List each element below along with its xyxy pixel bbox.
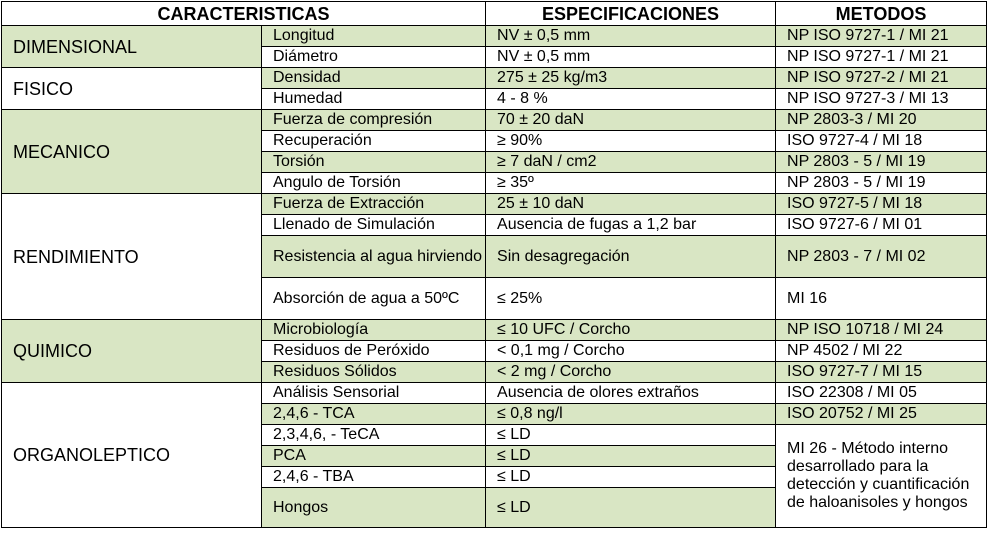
method-cell: ISO 20752 / MI 25 bbox=[776, 404, 987, 425]
property-cell: 2,3,4,6, - TeCA bbox=[262, 425, 486, 446]
spec-cell: ≤ 0,8 ng/l bbox=[486, 404, 776, 425]
method-cell: NP 2803 - 7 / MI 02 bbox=[776, 236, 987, 278]
table-row bbox=[2, 194, 987, 215]
property-cell: 2,4,6 - TCA bbox=[262, 404, 486, 425]
category-cell: QUIMICO bbox=[2, 320, 262, 383]
spec-cell: 4 - 8 % bbox=[486, 89, 776, 110]
property-cell: Microbiología bbox=[262, 320, 486, 341]
category-cell: ORGANOLEPTICO bbox=[2, 383, 262, 528]
property-cell: Residuos de Peróxido bbox=[262, 341, 486, 362]
spec-cell: ≥ 90% bbox=[486, 131, 776, 152]
spec-cell: ≤ 10 UFC / Corcho bbox=[486, 320, 776, 341]
method-cell: NP ISO 9727-1 / MI 21 bbox=[776, 47, 987, 68]
spec-cell: ≤ LD bbox=[486, 446, 776, 467]
method-cell: ISO 9727-7 / MI 15 bbox=[776, 362, 987, 383]
spec-cell: < 2 mg / Corcho bbox=[486, 362, 776, 383]
property-cell: Torsión bbox=[262, 152, 486, 173]
property-cell: Llenado de Simulación bbox=[262, 215, 486, 236]
category-cell: MECANICO bbox=[2, 110, 262, 194]
property-cell: Densidad bbox=[262, 68, 486, 89]
method-cell: MI 16 bbox=[776, 278, 987, 320]
spec-cell: < 0,1 mg / Corcho bbox=[486, 341, 776, 362]
property-cell: Residuos Sólidos bbox=[262, 362, 486, 383]
spec-cell: 70 ± 20 daN bbox=[486, 110, 776, 131]
spec-cell: Ausencia de olores extraños bbox=[486, 383, 776, 404]
shared-method-cell: MI 26 - Método interno desarrollado para la detección y cuantificación de haloanisoles y hongos bbox=[776, 425, 987, 528]
table-row bbox=[2, 26, 987, 47]
spec-cell: ≥ 35º bbox=[486, 173, 776, 194]
category-cell: DIMENSIONAL bbox=[2, 26, 262, 68]
property-cell: Fuerza de compresión bbox=[262, 110, 486, 131]
property-cell: Hongos bbox=[262, 488, 486, 528]
method-cell: ISO 9727-6 / MI 01 bbox=[776, 215, 987, 236]
spec-cell: NV ± 0,5 mm bbox=[486, 47, 776, 68]
header-row bbox=[2, 2, 987, 26]
spec-cell: NV ± 0,5 mm bbox=[486, 26, 776, 47]
table-row bbox=[2, 383, 987, 404]
table-row bbox=[2, 320, 987, 341]
spec-cell: 25 ± 10 daN bbox=[486, 194, 776, 215]
property-cell: Humedad bbox=[262, 89, 486, 110]
property-cell: Recuperación bbox=[262, 131, 486, 152]
spec-cell: ≤ LD bbox=[486, 467, 776, 488]
method-cell: NP ISO 9727-1 / MI 21 bbox=[776, 26, 987, 47]
property-cell: Longitud bbox=[262, 26, 486, 47]
method-cell: NP ISO 10718 / MI 24 bbox=[776, 320, 987, 341]
spec-cell: ≤ LD bbox=[486, 425, 776, 446]
header-specifications: ESPECIFICACIONES bbox=[486, 2, 776, 26]
property-cell: Fuerza de Extracción bbox=[262, 194, 486, 215]
property-cell: Diámetro bbox=[262, 47, 486, 68]
method-cell: NP ISO 9727-3 / MI 13 bbox=[776, 89, 987, 110]
spec-cell: 275 ± 25 kg/m3 bbox=[486, 68, 776, 89]
category-cell: RENDIMIENTO bbox=[2, 194, 262, 320]
table-row bbox=[2, 68, 987, 89]
category-cell: FISICO bbox=[2, 68, 262, 110]
method-cell: NP 2803-3 / MI 20 bbox=[776, 110, 987, 131]
spec-cell: ≤ 25% bbox=[486, 278, 776, 320]
property-cell: PCA bbox=[262, 446, 486, 467]
table-row bbox=[2, 110, 987, 131]
method-cell: NP 4502 / MI 22 bbox=[776, 341, 987, 362]
method-cell: NP ISO 9727-2 / MI 21 bbox=[776, 68, 987, 89]
method-cell: ISO 9727-5 / MI 18 bbox=[776, 194, 987, 215]
method-cell: NP 2803 - 5 / MI 19 bbox=[776, 152, 987, 173]
property-cell: Resistencia al agua hirviendo bbox=[262, 236, 486, 278]
method-cell: ISO 22308 / MI 05 bbox=[776, 383, 987, 404]
spec-cell: Sin desagregación bbox=[486, 236, 776, 278]
property-cell: Absorción de agua a 50ºC bbox=[262, 278, 486, 320]
property-cell: 2,4,6 - TBA bbox=[262, 467, 486, 488]
method-cell: ISO 9727-4 / MI 18 bbox=[776, 131, 987, 152]
method-cell: NP 2803 - 5 / MI 19 bbox=[776, 173, 987, 194]
specifications-table bbox=[1, 1, 987, 528]
spec-cell: ≥ 7 daN / cm2 bbox=[486, 152, 776, 173]
header-methods: METODOS bbox=[776, 2, 987, 26]
property-cell: Análisis Sensorial bbox=[262, 383, 486, 404]
property-cell: Angulo de Torsión bbox=[262, 173, 486, 194]
header-characteristics: CARACTERISTICAS bbox=[2, 2, 486, 26]
spec-cell: Ausencia de fugas a 1,2 bar bbox=[486, 215, 776, 236]
spec-cell: ≤ LD bbox=[486, 488, 776, 528]
